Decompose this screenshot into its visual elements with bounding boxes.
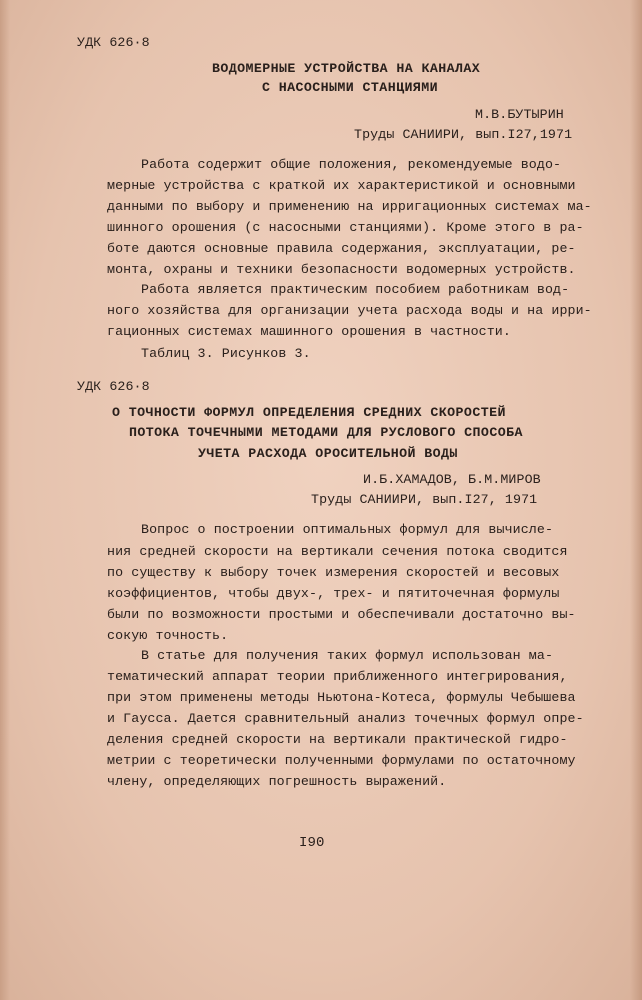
page-edge-shadow [0,0,10,1000]
paragraph-line: при этом применены методы Ньютона-Котеса, формулы Чебышева [107,690,576,705]
paragraph-line: тематический аппарат теории приближенного интегрирования, [107,669,568,684]
article-title-line: ВОДОМЕРНЫЕ УСТРОЙСТВА НА КАНАЛАХ [212,61,481,76]
udk-code: УДК 626·8 [77,379,150,394]
page-edge-shadow [630,0,642,1000]
paragraph-line: ного хозяйства для организации учета расхода воды и на ирри- [107,303,592,318]
paragraph-line: данными по выбору и применению на ирригационных системах ма- [107,199,592,214]
article-title-line: О ТОЧНОСТИ ФОРМУЛ ОПРЕДЕЛЕНИЯ СРЕДНИХ СКОРОСТЕЙ [112,405,506,420]
paragraph-line: боте даются основные правила содержания, эксплуатации, ре- [107,241,576,256]
paragraph-line: Вопрос о построении оптимальных формул для вычисле- [141,522,554,537]
paragraph-line: и Гаусса. Дается сравнительный анализ точечных формул опре- [107,711,584,726]
article-source: Труды САНИИРИ, вып.I27, 1971 [311,492,538,507]
article-title-line: ПОТОКА ТОЧЕЧНЫМИ МЕТОДАМИ ДЛЯ РУСЛОВОГО СПОСОБА [129,425,523,440]
page-number: I90 [299,835,325,851]
article-author: И.Б.ХАМАДОВ, Б.М.МИРОВ [363,472,541,487]
article-footnote: Таблиц 3. Рисунков 3. [141,346,311,361]
paragraph-line: Работа является практическим пособием работникам вод- [141,282,570,297]
paragraph-line: мерные устройства с краткой их характеристикой и основными [107,178,576,193]
paragraph-line: по существу к выбору точек измерения скоростей и весовых [107,565,560,580]
paragraph-line: метрии с теоретически полученными формулами по остаточному [107,753,576,768]
article-source: Труды САНИИРИ, вып.I27,1971 [354,127,573,142]
article-title-line: С НАСОСНЫМИ СТАНЦИЯМИ [262,80,438,95]
paragraph-line: члену, определяющих погрешность выражений. [107,774,447,789]
paragraph-line: монта, охраны и техники безопасности водомерных устройств. [107,262,576,277]
paragraph-line: коэффициентов, чтобы двух-, трех- и пятиточечная формулы [107,586,560,601]
paragraph-line: В статье для получения таких формул использован ма- [141,648,554,663]
paragraph-line: гационных системах машинного орошения в частности. [107,324,511,339]
paragraph-line: деления средней скорости на вертикали практической гидро- [107,732,568,747]
paragraph-line: сокую точность. [107,628,229,643]
paragraph-line: шинного орошения (с насосными станциями). Кроме этого в ра- [107,220,584,235]
paragraph-line: были по возможности простыми и обеспечивали достаточно вы- [107,607,576,622]
article-author: М.В.БУТЫРИН [475,107,564,122]
paragraph-line: ния средней скорости на вертикали сечения потока сводится [107,544,568,559]
article-title-line: УЧЕТА РАСХОДА ОРОСИТЕЛЬНОЙ ВОДЫ [198,446,458,461]
udk-code: УДК 626·8 [77,35,150,50]
paragraph-line: Работа содержит общие положения, рекомендуемые водо- [141,157,562,172]
